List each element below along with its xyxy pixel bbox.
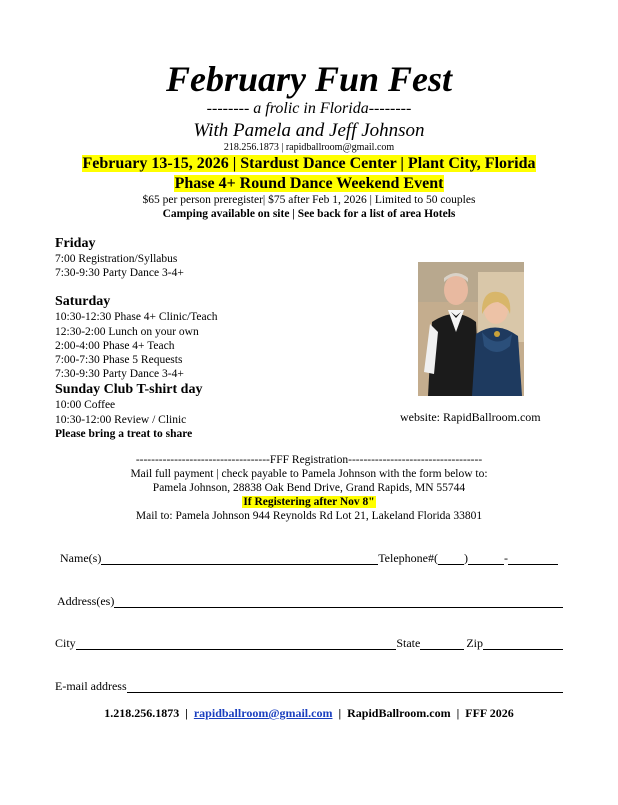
telephone-label: Telephone#(: [378, 551, 438, 565]
city-state-zip-row: [55, 636, 563, 650]
name-field[interactable]: [101, 553, 378, 565]
saturday-item: 2:00-4:00 Phase 4+ Teach: [55, 339, 175, 352]
saturday-item: 12:30-2:00 Lunch on your own: [55, 325, 199, 338]
website-text: website: RapidBallroom.com: [400, 410, 541, 424]
email-row: [55, 679, 563, 693]
hosts-line: With Pamela and Jeff Johnson: [193, 120, 425, 141]
phone-line-field[interactable]: [508, 553, 558, 565]
event-date-location-text: February 13-15, 2026 | Stardust Dance Center | Plant City, Florida: [82, 155, 536, 172]
saturday-item: 7:00-7:30 Phase 5 Requests: [55, 354, 183, 367]
event-type: [0, 174, 618, 193]
page-title: February Fun Fest: [165, 59, 453, 99]
state-label: State: [396, 636, 421, 650]
phone-area-field[interactable]: [438, 553, 464, 565]
footer-separator: |: [185, 706, 188, 720]
event-date-location: [0, 154, 618, 173]
footer-event: FFF 2026: [465, 706, 514, 720]
footer-separator: |: [338, 706, 342, 720]
registration-late-note: [0, 495, 618, 509]
telephone-dash: -: [504, 551, 508, 565]
sunday-heading: Sunday Club T-shirt day: [55, 382, 203, 398]
address-field[interactable]: [114, 596, 563, 608]
registration-heading: -----------------------------------FFF Registration-----------------------------------: [135, 454, 483, 466]
zip-field[interactable]: [483, 638, 563, 650]
friday-item: 7:30-9:30 Party Dance 3-4+: [55, 267, 184, 280]
registration-address: Pamela Johnson, 28838 Oak Bend Drive, Grand Rapids, MN 55744: [152, 482, 466, 494]
footer-email-link[interactable]: rapidballroom@gmail.com: [193, 706, 333, 720]
saturday-item: 7:30-9:30 Party Dance 3-4+: [55, 368, 184, 381]
event-type-text: Phase 4+ Round Dance Weekend Event: [174, 175, 444, 192]
friday-heading: Friday: [55, 236, 96, 251]
email-label: E-mail address: [55, 679, 127, 693]
email-field[interactable]: [127, 681, 563, 693]
registration-mail-to: Mail to: Pamela Johnson 944 Reynolds Rd Lot 21, Lakeland Florida 33801: [135, 510, 483, 522]
registration-instructions: Mail full payment | check payable to Pamela Johnson with the form below to:: [130, 468, 488, 480]
contact-line: 218.256.1873 | rapidballroom@gmail.com: [223, 142, 395, 153]
footer-phone: 1.218.256.1873: [104, 706, 180, 720]
name-phone-row: [60, 551, 558, 565]
zip-label: Zip: [466, 636, 483, 650]
footer: [0, 706, 618, 720]
state-field[interactable]: [420, 638, 464, 650]
late-note-text: If Registering after Nov 8": [243, 496, 375, 508]
sunday-item: 10:00 Coffee: [55, 399, 116, 412]
footer-separator: |: [456, 706, 460, 720]
footer-site: RapidBallroom.com: [347, 706, 451, 720]
couple-photo: [418, 262, 524, 396]
subtitle: -------- a frolic in Florida--------: [206, 100, 412, 117]
address-row: [57, 594, 563, 608]
city-field[interactable]: [76, 638, 397, 650]
address-label: Address(es): [57, 594, 115, 608]
treat-note: Please bring a treat to share: [55, 427, 193, 440]
pricing-line: $65 per person preregister| $75 after Feb 1, 2026 | Limited to 50 couples: [142, 194, 476, 206]
couple-photo-graphic: [418, 262, 524, 396]
name-label: Name(s): [60, 551, 102, 565]
city-label: City: [55, 636, 76, 650]
saturday-heading: Saturday: [55, 294, 111, 310]
friday-item: 7:00 Registration/Syllabus: [55, 253, 178, 265]
schedule: [55, 235, 218, 441]
camping-line: Camping available on site | See back for a list of area Hotels: [162, 208, 456, 220]
saturday-item: 10:30-12:30 Phase 4+ Clinic/Teach: [55, 311, 218, 324]
sunday-item: 10:30-12:00 Review / Clinic: [55, 413, 187, 426]
telephone-close: ): [464, 551, 468, 565]
phone-prefix-field[interactable]: [468, 553, 504, 565]
